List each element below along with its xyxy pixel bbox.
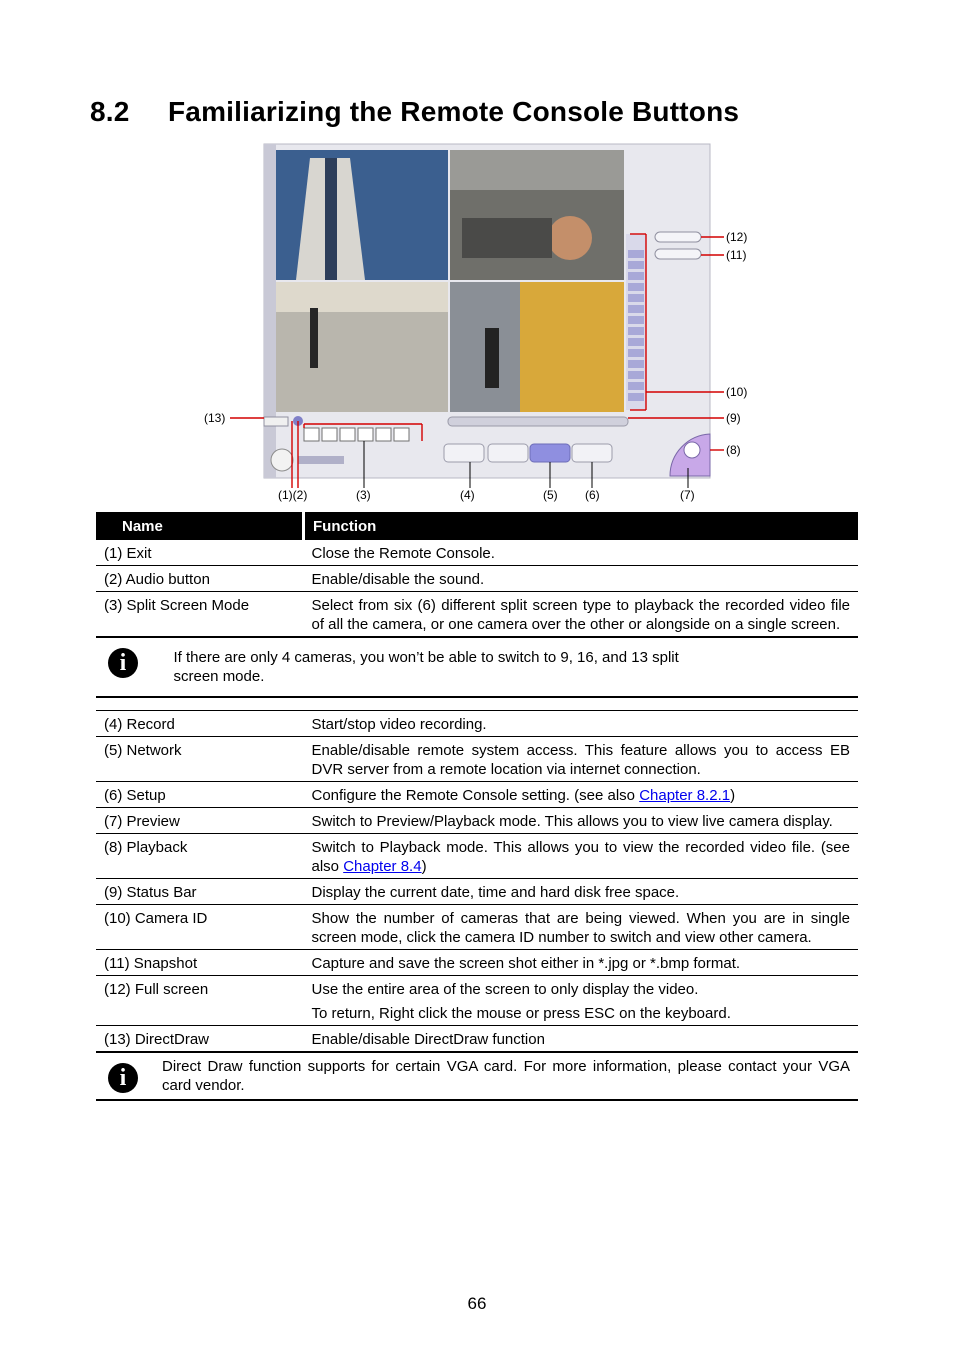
row-function: Enable/disable DirectDraw function	[304, 1026, 859, 1053]
row-name: (1) Exit	[96, 540, 304, 566]
remote-console-figure	[200, 138, 760, 510]
row-name: (7) Preview	[96, 808, 304, 834]
setup-text-end: )	[730, 787, 736, 804]
chapter-8-2-1-link[interactable]: Chapter 8.2.1	[639, 787, 731, 804]
row-function: Show the number of cameras that are being viewed. When you are in single screen mode, click the camera ID number to switch and view other camera.	[304, 905, 859, 950]
table-row	[96, 592, 858, 638]
row-name: (3) Split Screen Mode	[96, 592, 304, 638]
row-name: (2) Audio button	[96, 566, 304, 592]
table-row	[96, 808, 858, 834]
chapter-8-4-link[interactable]: Chapter 8.4	[343, 858, 422, 875]
fullscreen-line-2: To return, Right click the mouse or press ESC on the keyboard.	[311, 1005, 731, 1022]
row-name: (11) Snapshot	[96, 950, 304, 976]
row-function	[304, 976, 859, 1026]
header-name: Name	[96, 512, 304, 540]
callout-10: (10)	[726, 385, 748, 399]
row-name: (10) Camera ID	[96, 905, 304, 950]
note-text-cell	[173, 637, 859, 697]
note-text: If there are only 4 cameras, you won’t be able to switch to 9, 16, and 13 split screen mode.	[173, 649, 679, 685]
table-row	[96, 782, 858, 808]
table-row	[96, 1026, 858, 1053]
row-name: (12) Full screen	[96, 976, 304, 1026]
row-name: (9) Status Bar	[96, 879, 304, 905]
table-row	[96, 737, 858, 782]
callout-9: (9)	[726, 411, 741, 425]
row-function: Close the Remote Console.	[304, 540, 859, 566]
page-number: 66	[467, 1294, 487, 1313]
callout-11: (11)	[726, 248, 747, 262]
row-function: Capture and save the screen shot either in *.jpg or *.bmp format.	[304, 950, 859, 976]
note-text: Direct Draw function supports for certain VGA card. For more information, please contact your VGA card vendor.	[162, 1058, 850, 1094]
row-function	[304, 834, 859, 879]
table-header	[96, 512, 858, 540]
header-function: Function	[304, 512, 859, 540]
section-title: Familiarizing the Remote Console Buttons	[168, 96, 740, 127]
playback-text-end: )	[421, 858, 427, 875]
section-heading	[90, 96, 739, 128]
callout-3: (3)	[356, 488, 371, 502]
note-row	[96, 637, 858, 697]
buttons-table	[96, 512, 858, 1101]
callout-1-2: (1)(2)	[278, 488, 308, 502]
setup-text: Configure the Remote Console setting. (see also	[311, 787, 640, 804]
row-function	[304, 782, 859, 808]
note-cell	[96, 1052, 858, 1100]
row-name: (5) Network	[96, 737, 304, 782]
callout-7: (7)	[680, 488, 695, 502]
table-row	[96, 905, 858, 950]
info-icon: i	[108, 1063, 138, 1093]
callout-8: (8)	[726, 443, 741, 457]
row-function: Switch to Preview/Playback mode. This allows you to view live camera display.	[304, 808, 859, 834]
remote-console-screenshot	[200, 138, 760, 510]
table-row	[96, 711, 858, 737]
callout-6: (6)	[585, 488, 600, 502]
row-function: Select from six (6) different split screen type to playback the recorded video file of all the camera, or one camera over the other or alongside on a single screen.	[304, 592, 859, 638]
row-name: (13) DirectDraw	[96, 1026, 304, 1053]
table-row	[96, 540, 858, 566]
row-function: Start/stop video recording.	[304, 711, 859, 737]
callout-4: (4)	[460, 488, 475, 502]
row-name: (6) Setup	[96, 782, 304, 808]
table-row	[96, 566, 858, 592]
section-number: 8.2	[90, 96, 130, 127]
row-function: Enable/disable remote system access. This feature allows you to access EB DVR server from a remote location via internet connection.	[304, 737, 859, 782]
callout-12: (12)	[726, 230, 748, 244]
setup-button	[530, 444, 570, 462]
note-icon-cell	[96, 637, 304, 697]
callout-5: (5)	[543, 488, 558, 502]
callout-13: (13)	[204, 411, 226, 425]
table-row	[96, 879, 858, 905]
row-function: Display the current date, time and hard disk free space.	[304, 879, 859, 905]
table-row	[96, 950, 858, 976]
network-button	[488, 444, 528, 462]
row-function: Enable/disable the sound.	[304, 566, 859, 592]
config-button	[572, 444, 612, 462]
note-row	[96, 1052, 858, 1100]
fullscreen-line-1: Use the entire area of the screen to only display the video.	[311, 981, 699, 998]
row-name: (8) Playback	[96, 834, 304, 879]
playback-text: Switch to Playback mode. This allows you to view the recorded video file. (see also	[311, 839, 850, 875]
table-row	[96, 976, 858, 1026]
record-button	[444, 444, 484, 462]
info-icon: i	[108, 648, 138, 678]
table-row	[96, 834, 858, 879]
row-name: (4) Record	[96, 711, 304, 737]
